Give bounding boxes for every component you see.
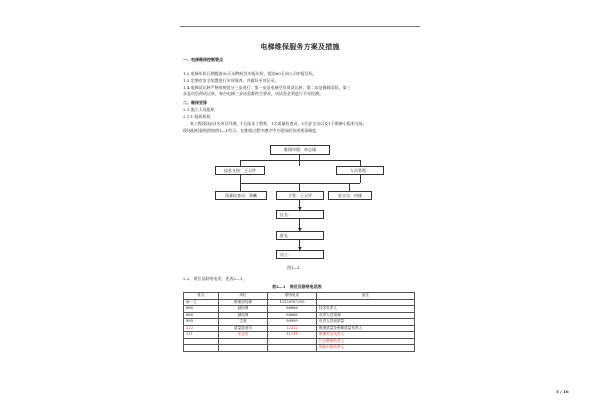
table-cell: 999	[184, 319, 219, 326]
section1-item: 1.3 定期对安全装置进行专项保养，并做好专项记录。	[183, 78, 279, 83]
section1-item: 1.4 电梯试运转严格按规范分三步进行：第一步是电梯空负荷试运转，第二步是静载试验，第三	[183, 85, 351, 90]
table-header-cell: 联络电话	[268, 293, 317, 300]
org-line	[360, 175, 361, 183]
table-cell	[184, 345, 219, 352]
table-header-cell: 备注	[317, 293, 415, 300]
table-cell: 质量检查员	[219, 325, 268, 332]
table-cell: 副经理	[219, 306, 268, 313]
section22-text: 2.2、岗位及联络电话，见表2—1。	[183, 276, 247, 281]
section2-sub1: 2.1 施工人员组织	[183, 107, 215, 112]
table-cell: 维保安全负责人	[317, 332, 415, 339]
table-cell: 222	[184, 325, 219, 332]
table-cell: 13126767299	[268, 299, 317, 306]
org-box-supervisor: 主管：王天坪	[276, 191, 324, 200]
table-cell: 主管	[219, 319, 268, 326]
org-box-team-leader: 班长：	[276, 231, 324, 240]
table-cell: 维保质量及维修质量负责人	[317, 325, 415, 332]
org-box-safety: 安全员：何刚	[328, 191, 372, 200]
table-cell: 22222	[268, 325, 317, 332]
table-row	[184, 345, 415, 352]
table-cell: 66666	[268, 312, 317, 319]
table-cell: 88888	[268, 306, 317, 313]
table-header-cell: 姓名	[184, 293, 219, 300]
table-cell: 666	[184, 312, 219, 319]
table-cell: 技术负责人	[317, 306, 415, 313]
section2-heading: 二、维保安排	[183, 100, 207, 105]
table-cell: 片区维保负责人	[317, 338, 415, 345]
section2-para: 现场组织架构图如图1—1所示，在维保过程中遵守甲方现场的各项规章制度。	[183, 128, 321, 133]
org-box-staff: 员工：	[276, 250, 324, 259]
table-cell: 11111	[268, 332, 317, 339]
org-box-tech-support: 技术支持：王天坪	[215, 166, 265, 175]
org-line	[299, 183, 300, 191]
table-cell: 现场小组负责人	[317, 345, 415, 352]
org-box-manager: 维保经理：单志刚	[270, 145, 330, 155]
table-cell: 111	[184, 332, 219, 339]
table-cell: 888	[184, 306, 219, 313]
header-rule	[180, 26, 420, 27]
org-line	[240, 160, 360, 161]
table-caption: 表2—1 岗位及联络电话表	[272, 284, 322, 289]
table-cell: 负责人员管理	[317, 312, 415, 319]
org-box-qc: 质量检查员：郑曦	[215, 191, 267, 200]
org-line	[240, 183, 360, 184]
doc-title: 电梯维保服务方案及措施	[260, 42, 340, 51]
contact-table	[183, 292, 415, 352]
org-box-district-head: 区长：	[276, 210, 324, 219]
section1-item: 1.2 电梯年检日期提前30天向物检处申报年检，提前60天向公司申报目标。	[183, 71, 317, 76]
org-box-personnel: 人员管理：	[336, 166, 384, 175]
table-cell: 99999	[268, 319, 317, 326]
org-line	[240, 175, 241, 183]
table-cell	[268, 345, 317, 352]
org-chart-caption: 图1—1	[287, 265, 301, 270]
org-line	[349, 183, 350, 191]
section1-heading: 一、电梯维保控制要点	[183, 57, 223, 62]
section2-sub2: 2.1.1 组织机构	[183, 114, 211, 119]
table-cell: 安全员	[219, 332, 268, 339]
org-line	[240, 183, 241, 191]
table-cell: 维保部经理	[219, 299, 268, 306]
table-cell: 副经理	[219, 312, 268, 319]
table-cell: 杨一立	[184, 299, 219, 306]
page-number: 5 / 16	[556, 389, 569, 394]
section2-para: 本工程现场由1名项目经理，1名技术工程师，1名质量检查员，1名安全员以及1个维修小组来完成。	[190, 121, 367, 126]
section1-item: 步是动负荷试运转，每台电梯三步试验都符合要求，该试验必须进行半年检测。	[183, 91, 323, 96]
table-header-cell: 岗位	[219, 293, 268, 300]
table-cell: 负责人员和质量	[317, 319, 415, 326]
table-cell	[219, 345, 268, 352]
